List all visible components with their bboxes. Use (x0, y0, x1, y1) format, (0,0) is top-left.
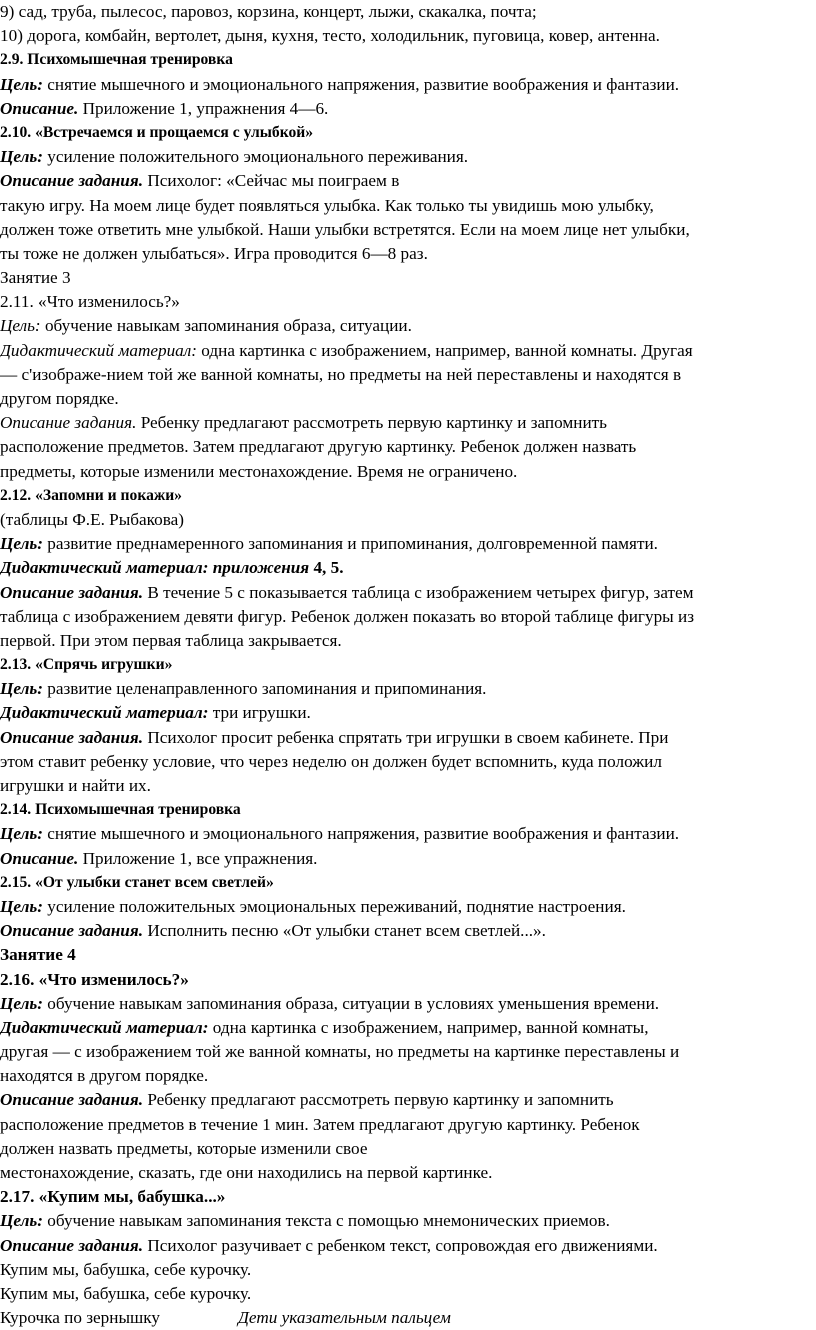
goal-text: обучение навыкам запоминания образа, ситуации. (40, 316, 412, 336)
goal-label: Цель: (0, 993, 43, 1013)
goal-label: Цель: (0, 147, 43, 167)
paragraph-line: другом порядке. (0, 389, 119, 408)
goal-line (0, 822, 816, 846)
material-text: одна картинка с изображением, например, ванной комнаты, (208, 1017, 649, 1037)
verse-text: Курочка по зернышку (0, 1308, 160, 1328)
paragraph-line: (таблицы Ф.Е. Рыбакова) (0, 509, 184, 529)
lesson-heading-3: Занятие 3 (0, 268, 71, 288)
section-heading-2-17: 2.17. «Купим мы, бабушка...» (0, 1187, 226, 1207)
goal-line (0, 1209, 816, 1233)
task-description-label: Описание задания. (0, 413, 137, 433)
verse-line: Купим мы, бабушка, себе курочку. (0, 1259, 252, 1279)
task-description-text: Психолог просит ребенка спрятать три игрушки в своем кабинете. При (143, 727, 669, 747)
task-description-label: Описание задания. (0, 1090, 144, 1110)
list-item-9: 9) сад, труба, пылесос, паровоз, корзина, концерт, лыжи, скакалка, почта; (0, 2, 537, 21)
description-text: Приложение 1, все упражнения. (78, 848, 318, 868)
task-description-line (0, 1234, 816, 1258)
paragraph-line: — с'изображе-нием той же ванной комнаты, но предметы на ней переставлены и находятся в (0, 364, 682, 384)
section-heading-2-9: 2.9. Психомышечная тренировка (0, 51, 233, 69)
task-description-text: Ребенку предлагают рассмотреть первую картинку и запомнить (143, 1090, 614, 1110)
goal-line (0, 314, 816, 338)
task-description-label: Описание задания. (0, 582, 144, 602)
paragraph-line: предметы, которые изменили местонахождение. Время не ограничено. (0, 461, 518, 481)
paragraph-line: ты тоже не должен улыбаться». Игра проводится 6—8 раз. (0, 243, 428, 263)
material-label: Дидактический материал: приложения (0, 558, 310, 578)
section-heading-2-13: 2.13. «Спрячь игрушки» (0, 656, 173, 674)
material-line (0, 1016, 816, 1040)
section-heading-2-15: 2.15. «От улыбки станет всем светлей» (0, 873, 274, 891)
material-label: Дидактический материал: (0, 340, 197, 360)
lesson-heading-4: Занятие 4 (0, 945, 76, 965)
paragraph-line: должен тоже ответить мне улыбкой. Наши улыбки встретятся. Если на моем лице нет улыбки, (0, 219, 690, 239)
paragraph-line: игрушки и найти их. (0, 776, 151, 795)
verse-line: Купим мы, бабушка, себе курочку. (0, 1283, 252, 1303)
material-line (0, 701, 816, 725)
material-text: три игрушки. (208, 703, 311, 723)
goal-line (0, 895, 816, 919)
section-heading-2-16: 2.16. «Что изменилось?» (0, 969, 189, 989)
material-line (0, 339, 816, 363)
description-text: Приложение 1, упражнения 4—6. (78, 98, 329, 118)
task-description-label: Описание задания. (0, 921, 144, 941)
goal-text: развитие преднамеренного запоминания и припоминания, долговременной памяти. (42, 534, 658, 554)
goal-line (0, 145, 816, 169)
task-description-line (0, 919, 816, 943)
section-heading-2-11: 2.11. «Что изменилось?» (0, 292, 180, 312)
goal-label: Цель: (0, 534, 43, 554)
goal-line (0, 73, 816, 97)
movement-instruction: Дети указательным пальцем (238, 1308, 451, 1328)
paragraph-line: первой. При этом первая таблица закрывается. (0, 630, 342, 650)
paragraph-line: другая — с изображением той же ванной комнаты, но предметы на картинке переставлены и (0, 1042, 680, 1062)
goal-text: развитие целенаправленного запоминания и припоминания. (42, 679, 487, 699)
task-description-text: Исполнить песню «От улыбки станет всем светлей...». (143, 921, 546, 941)
material-line (0, 556, 816, 580)
goal-text: обучение навыкам запоминания образа, ситуации в условиях уменьшения времени. (42, 993, 660, 1013)
paragraph-line: находятся в другом порядке. (0, 1066, 209, 1086)
section-heading-2-12: 2.12. «Запомни и покажи» (0, 486, 182, 504)
material-text: 4, 5. (309, 558, 344, 578)
task-description-line (0, 1088, 816, 1112)
goal-label: Цель: (0, 1211, 43, 1231)
task-description-text: Ребенку предлагают рассмотреть первую картинку и запомнить (136, 413, 608, 433)
paragraph-line: такую игру. На моем лице будет появляться улыбка. Как только ты увидишь мою улыбку, (0, 195, 654, 215)
task-description-label: Описание задания. (0, 171, 144, 191)
material-label: Дидактический материал: (0, 703, 209, 723)
task-description-line (0, 169, 816, 193)
goal-label: Цель: (0, 679, 43, 699)
goal-label: Цель: (0, 316, 41, 336)
paragraph-line: этом ставит ребенку условие, что через неделю он должен будет вспомнить, куда положил (0, 751, 662, 771)
goal-line (0, 992, 816, 1016)
task-description-text: В течение 5 с показывается таблица с изображением четырех фигур, затем (143, 582, 694, 602)
material-label: Дидактический материал: (0, 1017, 209, 1037)
task-description-text: Психолог: «Сейчас мы поиграем в (143, 171, 400, 191)
paragraph-line: должен назвать предметы, которые изменили свое (0, 1138, 368, 1158)
goal-text: усиление положительных эмоциональных переживаний, поднятие настроения. (42, 896, 626, 916)
list-item-10: 10) дорога, комбайн, вертолет, дыня, кухня, тесто, холодильник, пуговица, ковер, антенна. (0, 26, 660, 46)
goal-line (0, 677, 816, 701)
goal-text: обучение навыкам запоминания текста с помощью мнемонических приемов. (42, 1211, 610, 1231)
task-description-line (0, 581, 816, 605)
goal-line (0, 532, 816, 556)
verse-line-with-instruction (0, 1306, 816, 1330)
goal-text: усиление положительного эмоционального переживания. (42, 147, 469, 167)
description-line (0, 97, 816, 121)
description-line (0, 847, 816, 871)
description-label: Описание. (0, 98, 79, 118)
section-heading-2-10: 2.10. «Встречаемся и прощаемся с улыбкой» (0, 123, 314, 141)
task-description-line (0, 411, 816, 435)
task-description-line (0, 726, 816, 750)
task-description-text: Психолог разучивает с ребенком текст, сопровождая его движениями. (143, 1235, 658, 1255)
section-heading-2-14: 2.14. Психомышечная тренировка (0, 801, 241, 819)
task-description-label: Описание задания. (0, 1235, 144, 1255)
paragraph-line: расположение предметов в течение 1 мин. Затем предлагают другую картинку. Ребенок (0, 1114, 640, 1134)
goal-label: Цель: (0, 824, 43, 844)
paragraph-line: расположение предметов. Затем предлагают другую картинку. Ребенок должен назвать (0, 437, 637, 457)
goal-text: снятие мышечного и эмоционального напряжения, развитие воображения и фантазии. (42, 824, 680, 844)
task-description-label: Описание задания. (0, 727, 144, 747)
description-label: Описание. (0, 848, 79, 868)
goal-label: Цель: (0, 74, 43, 94)
paragraph-line: таблица с изображением девяти фигур. Ребенок должен показать во второй таблице фигуры из (0, 606, 694, 626)
goal-label: Цель: (0, 896, 43, 916)
goal-text: снятие мышечного и эмоционального напряжения, развитие воображения и фантазии. (42, 74, 680, 94)
paragraph-line: местонахождение, сказать, где они находились на первой картинке. (0, 1163, 493, 1182)
material-text: одна картинка с изображением, например, ванной комнаты. Другая (197, 340, 693, 360)
